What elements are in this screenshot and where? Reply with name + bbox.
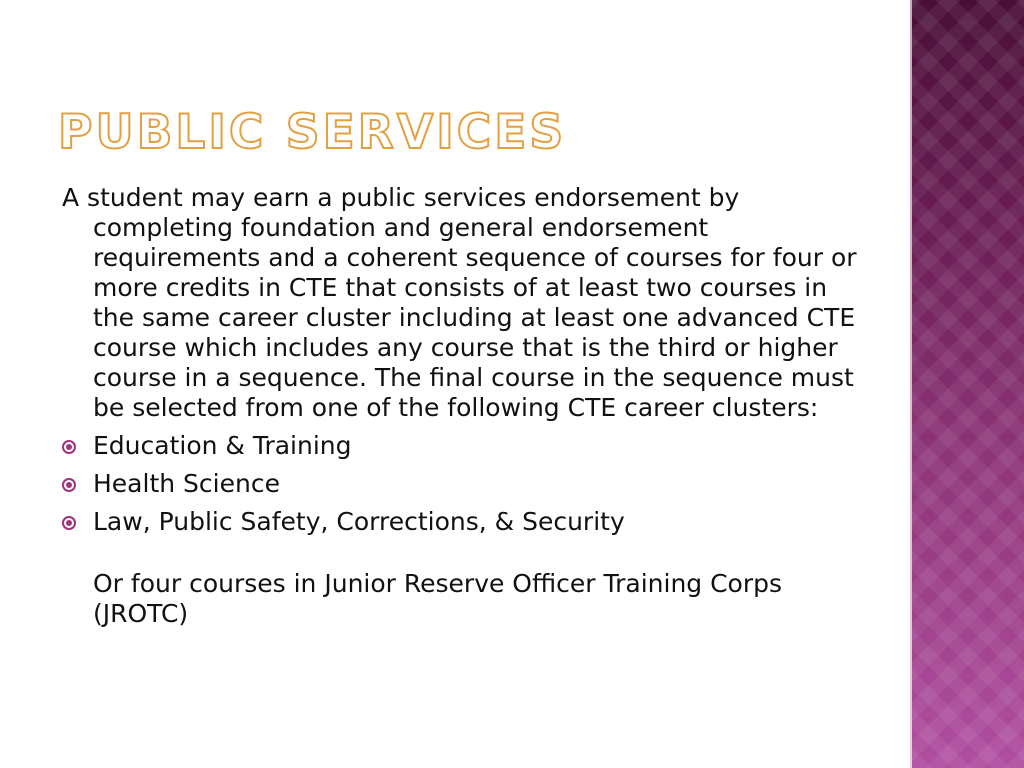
slide-body: [62, 183, 862, 629]
target-bullet-icon: [62, 478, 76, 492]
list-item-label: Education & Training: [93, 431, 352, 460]
slide-title: PUBLIC SERVICES: [58, 105, 567, 160]
list-item-label: Health Science: [93, 469, 280, 498]
target-bullet-icon: [62, 440, 76, 454]
list-item-label: Law, Public Safety, Corrections, & Security: [93, 507, 625, 536]
list-item: [62, 431, 862, 461]
intro-paragraph: A student may earn a public services endorsement by completing foundation and general endorsement requirements and a coherent sequence of courses for four or more credits in CTE that consists of at least two courses in the same career cluster including at least one advanced CTE course which includes any course that is the third or higher course in a sequence. The final course in the sequence must be selected from one of the following CTE career clusters:: [62, 183, 857, 422]
target-bullet-icon: [62, 516, 76, 530]
list-item: [62, 469, 862, 499]
jrotc-note: Or four courses in Junior Reserve Officer Training Corps (JROTC): [93, 569, 783, 628]
decorative-side-panel: [912, 0, 1024, 768]
list-item: [62, 507, 862, 537]
career-cluster-list: [62, 431, 862, 537]
